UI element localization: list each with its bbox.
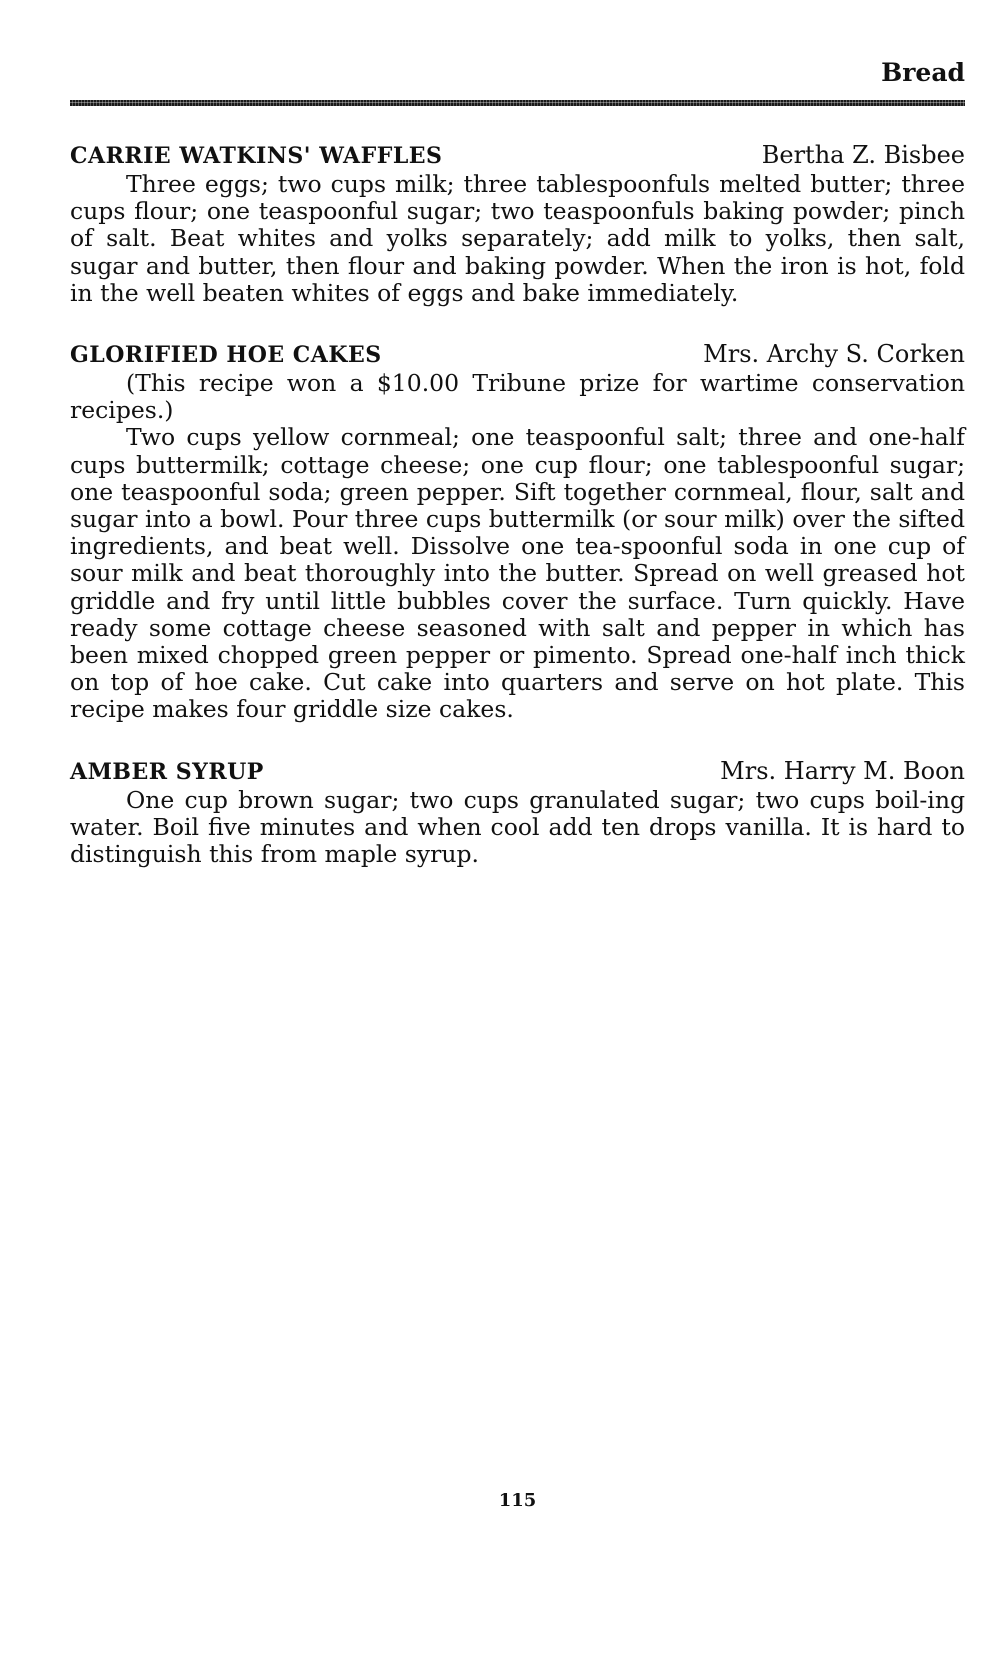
recipe-glorified-hoe-cakes	[70, 339, 965, 724]
recipe-paragraph: One cup brown sugar; two cups granulated sugar; two cups boil-ing water. Boil five minutes and when cool add ten drops vanilla. It is hard to distinguish this from maple syrup.	[70, 785, 965, 869]
section-title: Bread	[881, 58, 965, 87]
recipe-author: Mrs. Harry M. Boon	[720, 756, 965, 785]
recipe-title: CARRIE WATKINS' WAFFLES	[70, 143, 443, 169]
recipe-paragraph: Three eggs; two cups milk; three tablespoonfuls melted butter; three cups flour; one teaspoonful sugar; two teaspoonfuls baking powder; pinch of salt. Beat whites and yolks separately; add milk to yolks, then salt, sugar and butter, then flour and baking powder. When the iron is hot, fold in the well beaten whites of eggs and bake immediately.	[70, 170, 965, 307]
recipe-header	[70, 339, 965, 370]
recipe-amber-syrup	[70, 756, 965, 869]
page	[70, 0, 965, 1667]
recipe-header	[70, 140, 965, 171]
recipe-title: AMBER SYRUP	[70, 758, 264, 785]
recipe-list	[70, 140, 965, 900]
recipe-title: GLORIFIED HOE CAKES	[70, 342, 382, 369]
recipe-paragraph: Two cups yellow cornmeal; one teaspoonful salt; three and one-half cups buttermilk; cottage cheese; one cup flour; one tablespoonful sugar; one teaspoonful soda; green pepper. Sift together cornmeal, flour, salt and sugar into a bowl. Pour three cups buttermilk (or sour milk) over the sifted ingredients, and beat well. Dissolve one tea-spoonful soda in one cup of sour milk and beat thoroughly into the butter. Spread on well greased hot griddle and fry until little bubbles cover the surface. Turn quickly. Have ready some cottage cheese seasoned with salt and pepper in which has been mixed chopped green pepper or pimento. Spread one-half inch thick on top of hoe cake. Cut cake into quarters and serve on hot plate. This recipe makes four griddle size cakes.	[70, 423, 965, 724]
header-rule	[70, 100, 965, 106]
page-number: 115	[498, 1490, 537, 1511]
recipe-author: Bertha Z. Bisbee	[761, 141, 965, 169]
recipe-header	[70, 756, 965, 787]
recipe-author: Mrs. Archy S. Corken	[703, 340, 965, 369]
recipe-note: (This recipe won a $10.00 Tribune prize for wartime conservation recipes.)	[70, 369, 965, 425]
recipe-carrie-watkins-waffles	[70, 140, 965, 307]
